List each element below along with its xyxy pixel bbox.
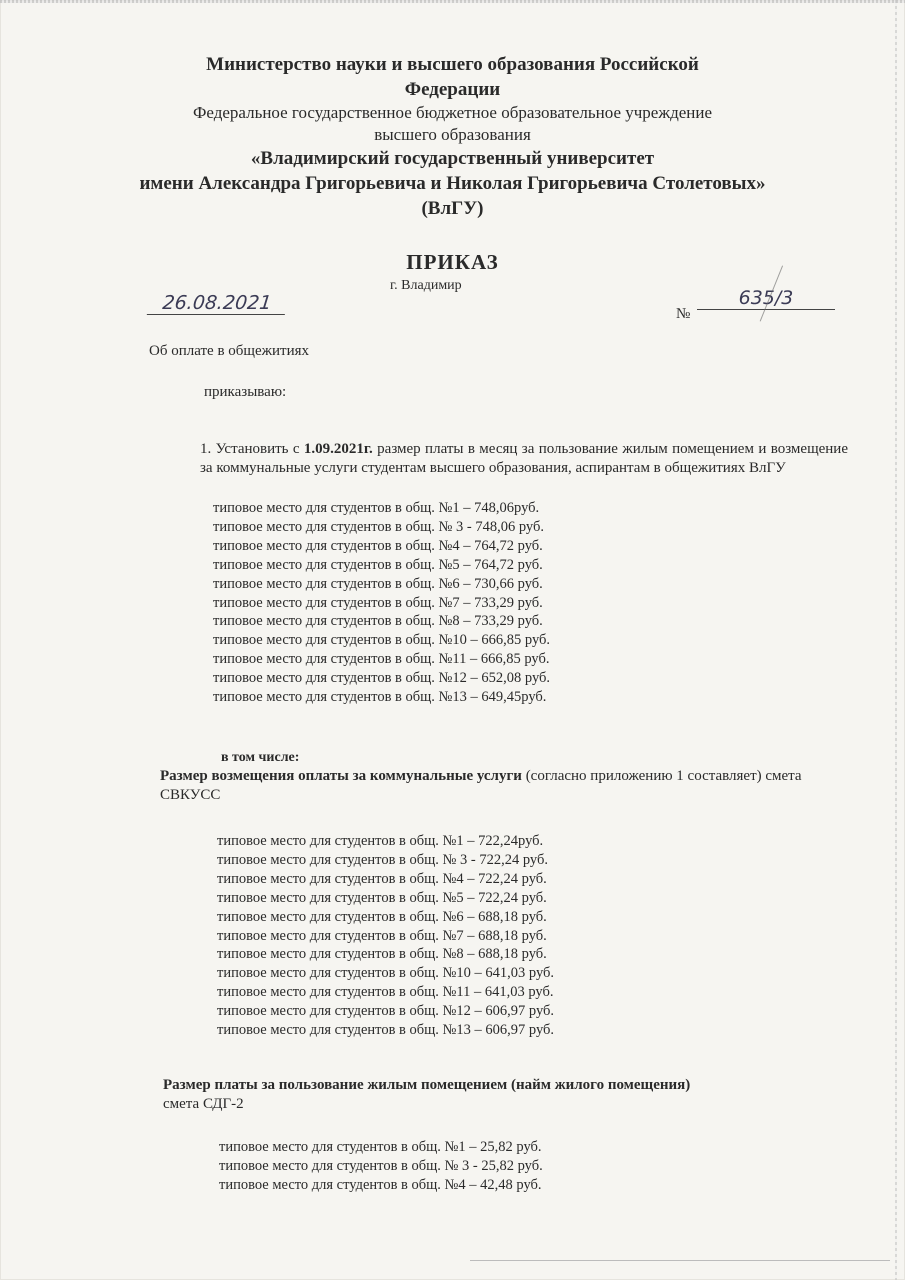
handwritten-number: 635/3 xyxy=(697,287,835,310)
list-item: типовое место для студентов в общ. №11 – 641,03 руб. xyxy=(217,984,554,1001)
list-item: типовое место для студентов в общ. №10 – 666,85 руб. xyxy=(213,632,551,649)
list-item: типовое место для студентов в общ. №11 – 666,85 руб. xyxy=(213,651,550,668)
list-item: типовое место для студентов в общ. №4 – 764,72 руб. xyxy=(213,537,543,554)
clause-1-date: 1.09.2021г. xyxy=(303,441,373,457)
list-item: типовое место для студентов в общ. №12 – 652,08 руб. xyxy=(213,670,551,687)
list-item: типовое место для студентов в общ. №5 – 722,24 руб. xyxy=(217,889,547,906)
list-item: типовое место для студентов в общ. №1 – 748,06руб. xyxy=(213,500,540,516)
scan-edge-top xyxy=(0,0,905,3)
list-item: типовое место для студентов в общ. № 3 - 25,82 руб. xyxy=(219,1157,543,1174)
clause-1 xyxy=(200,440,848,478)
list-item: типовое место для студентов в общ. № 3 - 722,24 руб. xyxy=(217,851,548,868)
list-item: типовое место для студентов в общ. №6 – 688,18 руб. xyxy=(217,908,547,925)
letterhead xyxy=(0,52,905,221)
clause-1-suffix: размер платы в месяц за пользование жилым помещением и возмещение за коммунальные услуги студентам высшего образования, аспирантам в общежитиях ВлГУ xyxy=(200,441,848,476)
document-city: г. Владимир xyxy=(390,278,462,293)
list-item: типовое место для студентов в общ. №13 – 649,45руб. xyxy=(213,689,547,706)
including-heading: в том числе: xyxy=(221,750,300,765)
handwritten-date: 26.08.2021 xyxy=(147,292,287,315)
university-abbr: (ВлГУ) xyxy=(421,198,484,219)
utilities-heading-rest: (согласно приложению 1 составляет) смета СВКУСС xyxy=(160,768,802,803)
ministry-line-1: Министерство науки и высшего образования Российской xyxy=(206,54,699,75)
rent-heading-bold: Размер платы за пользование жилым помещением (найм жилого помещения) xyxy=(163,1077,691,1093)
list-item: типовое место для студентов в общ. №6 – 730,66 руб. xyxy=(213,575,543,592)
list-item: типовое место для студентов в общ. №10 – 641,03 руб. xyxy=(217,965,555,982)
utilities-fee-list xyxy=(217,832,554,1040)
utilities-heading-bold: Размер возмещения оплаты за коммунальные услуги xyxy=(160,768,522,784)
rent-fee-list xyxy=(219,1138,543,1195)
document-title: ПРИКАЗ xyxy=(406,250,499,274)
number-label: № xyxy=(676,306,691,322)
list-item: типовое место для студентов в общ. №5 – 764,72 руб. xyxy=(213,556,543,573)
university-name-line-1: «Владимирский государственный университет xyxy=(250,148,655,169)
list-item: типовое место для студентов в общ. №8 – 733,29 руб. xyxy=(213,613,543,630)
rent-section-heading xyxy=(163,1076,843,1114)
list-item: типовое место для студентов в общ. №1 – 25,82 руб. xyxy=(219,1139,542,1155)
institution-type-line-2: высшего образования xyxy=(374,125,531,144)
list-item: типовое место для студентов в общ. № 3 - 748,06 руб. xyxy=(213,518,544,535)
list-item: типовое место для студентов в общ. №8 – 688,18 руб. xyxy=(217,946,547,963)
list-item: типовое место для студентов в общ. №4 – 722,24 руб. xyxy=(217,870,547,887)
list-item: типовое место для студентов в общ. №4 – 42,48 руб. xyxy=(219,1176,542,1193)
list-item: типовое место для студентов в общ. №7 – 733,29 руб. xyxy=(213,594,543,611)
order-word: приказываю: xyxy=(204,384,287,400)
list-item: типовое место для студентов в общ. №13 – 606,97 руб. xyxy=(217,1022,555,1039)
clause-1-prefix: 1. Установить с xyxy=(200,441,304,457)
utilities-section-heading xyxy=(160,767,840,805)
rent-heading-rest: смета СДГ-2 xyxy=(163,1096,244,1112)
list-item: типовое место для студентов в общ. №1 – 722,24руб. xyxy=(217,833,544,849)
list-item: типовое место для студентов в общ. №12 – 606,97 руб. xyxy=(217,1003,555,1020)
document-subject: Об оплате в общежитиях xyxy=(149,343,310,359)
institution-type-line-1: Федеральное государственное бюджетное образовательное учреждение xyxy=(192,103,713,122)
university-name-line-2: имени Александра Григорьевича и Николая Григорьевича Столетовых» xyxy=(139,173,766,194)
total-fee-list xyxy=(213,499,550,707)
ministry-line-2: Федерации xyxy=(404,79,501,100)
scan-bottom-rule xyxy=(470,1260,890,1261)
list-item: типовое место для студентов в общ. №7 – 688,18 руб. xyxy=(217,927,547,944)
